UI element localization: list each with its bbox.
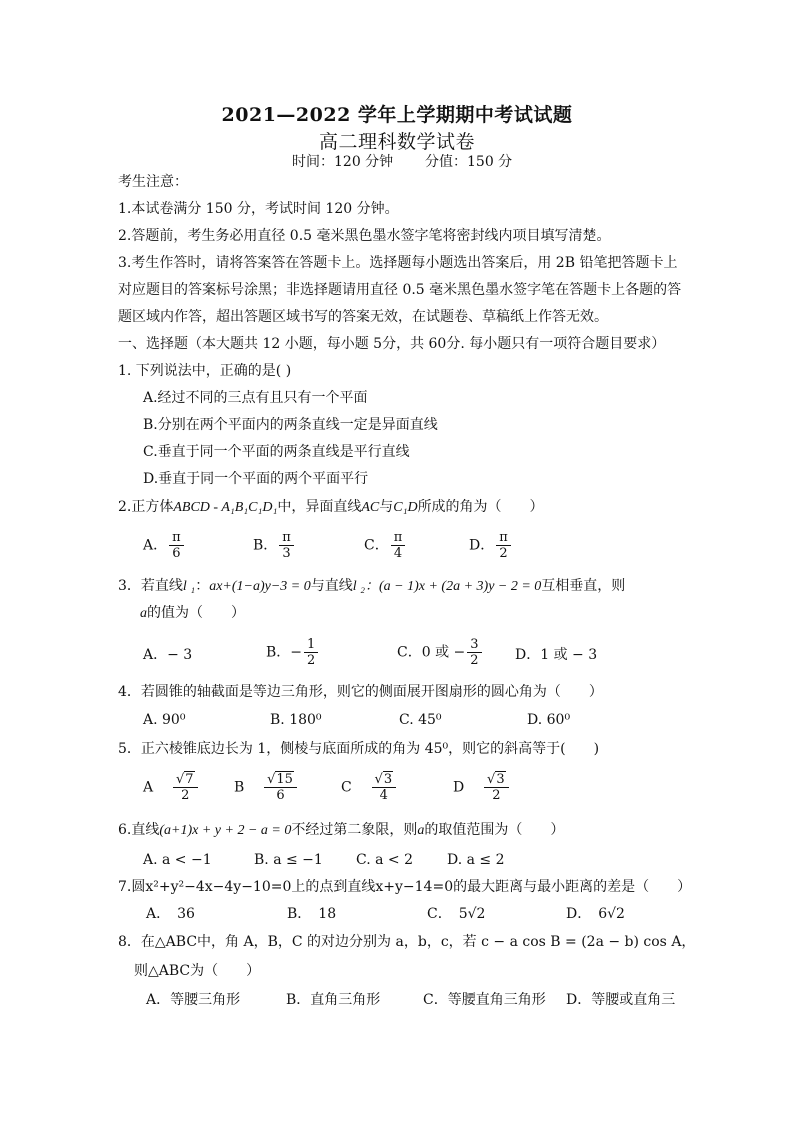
q1-option-c: C.垂直于同一个平面的两条直线是平行直线 — [143, 444, 410, 460]
q1-option-b: B.分别在两个平面内的两条直线一定是异面直线 — [143, 417, 438, 433]
exam-time: 时间：120 分钟 — [292, 154, 394, 170]
exam-title: 2021—2022 学年上学期期中考试试题 — [221, 104, 573, 126]
q7-stem: 7.圆x²+y²−4x−4y−10=0上的点到直线x+y−14=0的最大距离与最小距离的差是（ ） — [118, 879, 692, 895]
q4-option-c: C. 45⁰ — [399, 712, 442, 728]
exam-subtitle: 高二理科数学试卷 — [318, 131, 475, 153]
q2-option-d: D． $\frac{\pi}{2}$ — [469, 530, 513, 561]
q7-option-b: B． 18 — [287, 906, 337, 922]
q3-option-c: C．0 或 − $\frac{3}{2}$ — [397, 637, 484, 668]
q8-option-c: C．等腰直角三角形 — [423, 992, 546, 1008]
q1-option-a: A.经过不同的三点有且只有一个平面 — [143, 390, 368, 406]
q1-option-d: D.垂直于同一个平面的两个平面平行 — [143, 471, 369, 487]
q2-option-c: C． $\frac{\pi}{4}$ — [364, 530, 407, 561]
section-heading: 一、选择题（本大题共 12 小题，每小题 5分，共 60分. 每小题只有一项符合题目要求） — [118, 336, 666, 352]
q8-stem-line2: 则△ABC为（ ） — [134, 963, 261, 979]
notice-item-1: 1.本试卷满分 150 分，考试时间 120 分钟。 — [118, 201, 399, 217]
q8-option-d: D．等腰或直角三 — [566, 992, 676, 1008]
q3-option-d: D．1 或 − 3 — [515, 647, 598, 663]
q5-option-a: A $\frac{√7}{2}$ — [143, 772, 200, 803]
q5-option-b: B $\frac{√15}{6}$ — [234, 772, 299, 803]
notice-item-3c: 题区域内作答，超出答题区域书写的答案无效，在试题卷、草稿纸上作答无效。 — [118, 309, 608, 325]
q3-stem-line2: a的值为（ ） — [140, 605, 245, 621]
q8-stem: 8．在△ABC中，角 A，B，C 的对边分别为 a，b，c，若 c − a cos B = (2a − b) cos A， — [118, 934, 696, 950]
q5-option-d: D $\frac{√3}{2}$ — [453, 772, 511, 803]
q7-option-a: A． 36 — [146, 906, 195, 922]
q6-stem: 6.直线(a+1)x + y + 2 − a = 0不经过第二象限，则a的取值范围为（ ） — [118, 822, 565, 838]
q4-option-a: A. 90⁰ — [143, 712, 186, 728]
q8-option-a: A．等腰三角形 — [146, 992, 241, 1008]
q6-option-a: A. a < −1 — [143, 852, 212, 868]
q6-option-b: B. a ≤ −1 — [254, 852, 323, 868]
exam-score: 分值：150 分 — [425, 154, 513, 170]
q6-option-d: D. a ≤ 2 — [447, 852, 505, 868]
q4-option-b: B. 180⁰ — [270, 712, 322, 728]
q3-option-b: B．− $\frac{1}{2}$ — [266, 637, 320, 668]
q4-stem: 4．若圆锥的轴截面是等边三角形，则它的侧面展开图扇形的圆心角为（ ） — [118, 684, 603, 700]
q8-option-b: B．直角三角形 — [286, 992, 381, 1008]
q1-stem: 1. 下列说法中，正确的是( ) — [118, 363, 292, 379]
q3-stem: 3．若直线l ₁：ax+(1−a)y−3 = 0与直线l ₂：(a − 1)x + (2a + 3)y − 2 = 0互相垂直，则 — [118, 578, 626, 594]
notice-item-2: 2.答题前，考生务必用直径 0.5 毫米黑色墨水签字笔将密封线内项目填写清楚。 — [118, 228, 611, 244]
q5-option-c: C $\frac{√3}{4}$ — [341, 772, 398, 803]
notice-item-3a: 3.考生作答时，请将答案答在答题卡上。选择题每小题选出答案后，用 2B 铅笔把答题卡上 — [118, 255, 678, 271]
notice-item-3b: 对应题目的答案标号涂黑；非选择题请用直径 0.5 毫米黑色墨水签字笔在答题卡上各题的答 — [118, 282, 682, 298]
q2-option-b: B． $\frac{\pi}{3}$ — [253, 530, 296, 561]
q5-stem: 5．正六棱锥底边长为 1，侧棱与底面所成的角为 45⁰，则它的斜高等于( ) — [118, 741, 600, 757]
q2-stem: 2.正方体ABCD - A₁B₁C₁D₁中，异面直线AC与C₁D所成的角为（ ） — [118, 499, 544, 515]
notice-heading: 考生注意： — [118, 174, 188, 190]
q7-option-c: C． 5√2 — [427, 906, 486, 922]
q2-option-a: A． $\frac{\pi}{6}$ — [143, 530, 186, 561]
q7-option-d: D． 6√2 — [566, 906, 625, 922]
q4-option-d: D. 60⁰ — [527, 712, 571, 728]
q3-option-a: A．− 3 — [143, 647, 193, 663]
q6-option-c: C. a < 2 — [356, 852, 413, 868]
